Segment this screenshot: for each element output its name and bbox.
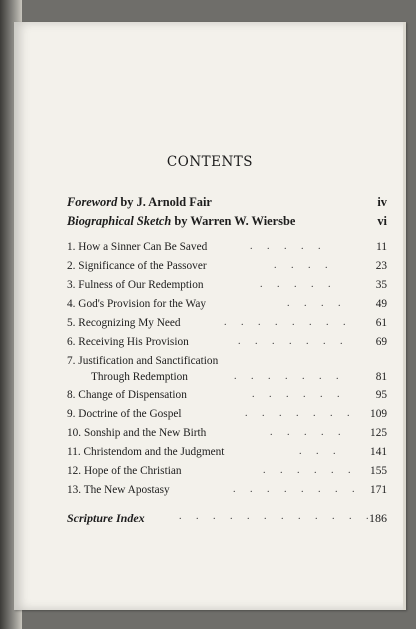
- leader-dots: . . . . . . . .: [224, 317, 352, 328]
- toc-entry-biographical-sketch: [67, 214, 387, 230]
- toc-entry-page: 69: [375, 336, 387, 348]
- toc-entry-chapter-1: [67, 241, 387, 257]
- leader-dots: . . . . . . .: [238, 336, 349, 347]
- leader-dots: . . .: [299, 446, 342, 457]
- toc-entry-page: 155: [370, 465, 387, 477]
- toc-entry-page: vi: [377, 214, 387, 228]
- toc-entry-label: 13. The New Apostasy: [67, 484, 170, 496]
- toc-entry-chapter-7: [67, 355, 387, 371]
- leader-dots: . . . . . .: [252, 389, 346, 400]
- toc-entry-label: 11. Christendom and the Judgment: [67, 446, 225, 458]
- toc-entry-chapter-3: [67, 279, 387, 295]
- toc-entry-page: 109: [370, 408, 387, 420]
- toc-entry-chapter-6: [67, 336, 387, 352]
- toc-entry-label: 2. Significance of the Passover: [67, 260, 207, 272]
- leader-dots: . . . . . .: [263, 465, 357, 476]
- toc-entry-page: 171: [370, 484, 387, 496]
- toc-entry-page: 95: [375, 389, 387, 401]
- toc-entry-page: iv: [377, 195, 387, 209]
- leader-dots: . . . . . . .: [234, 371, 345, 382]
- toc-entry-label: 3. Fulness of Our Redemption: [67, 279, 204, 291]
- toc-entry-page: 11: [376, 241, 387, 253]
- toc-entry-scripture-index: [67, 511, 387, 527]
- toc-entry-page: 186: [369, 511, 387, 525]
- toc-entry-label: Biographical Sketch by Warren W. Wiersbe: [67, 214, 296, 228]
- toc-entry-page: 81: [375, 371, 387, 383]
- toc-entry-label: 5. Recognizing My Need: [67, 317, 181, 329]
- leader-dots: . . . . . . .: [245, 408, 356, 419]
- toc-entry-page: 23: [375, 260, 387, 272]
- toc-entry-chapter-8: [67, 389, 387, 405]
- toc-entry-chapter-4: [67, 298, 387, 314]
- leader-dots: . . . . . . . . . . . .: [179, 511, 375, 522]
- leader-dots: . . . .: [274, 260, 334, 271]
- toc-entry-chapter-13: [67, 484, 387, 500]
- toc-entry-page: 35: [375, 279, 387, 291]
- book-page: [14, 22, 406, 610]
- toc-entry-label: 9. Doctrine of the Gospel: [67, 408, 182, 420]
- toc-entry-label: 6. Receiving His Provision: [67, 336, 189, 348]
- leader-dots: . . . . . . . .: [233, 484, 361, 495]
- toc-entry-label: Scripture Index: [67, 511, 145, 525]
- toc-entry-foreword: [67, 195, 387, 211]
- toc-entry-page: 61: [375, 317, 387, 329]
- page-title: CONTENTS: [166, 154, 254, 170]
- leader-dots: . . . .: [287, 298, 347, 309]
- toc-entry-page: 125: [370, 427, 387, 439]
- page-edge: [403, 22, 406, 610]
- toc-entry-chapter-9: [67, 408, 387, 424]
- leader-dots: . . . . .: [270, 427, 347, 438]
- toc-entry-chapter-10: [67, 427, 387, 443]
- toc-entry-label: 10. Sonship and the New Birth: [67, 427, 207, 439]
- toc-entry-chapter-12: [67, 465, 387, 481]
- toc-entry-label: 1. How a Sinner Can Be Saved: [67, 241, 208, 253]
- leader-dots: . . . . .: [260, 279, 337, 290]
- toc-entry-label: 8. Change of Dispensation: [67, 389, 187, 401]
- leader-dots: . . . . .: [250, 241, 327, 252]
- toc-entry-label: 4. God's Provision for the Way: [67, 298, 206, 310]
- toc-entry-label: Foreword by J. Arnold Fair: [67, 195, 212, 209]
- toc-entry-chapter-2: [67, 260, 387, 276]
- toc-entry-label: 12. Hope of the Christian: [67, 465, 182, 477]
- toc-entry-label: Through Redemption: [91, 371, 188, 383]
- toc-entry-label: 7. Justification and Sanctification: [67, 355, 219, 367]
- toc-entry-chapter-11: [67, 446, 387, 462]
- toc-entry-chapter-7-continued: [67, 371, 387, 387]
- toc-entry-page: 49: [375, 298, 387, 310]
- toc-entry-page: 141: [370, 446, 387, 458]
- toc-entry-chapter-5: [67, 317, 387, 333]
